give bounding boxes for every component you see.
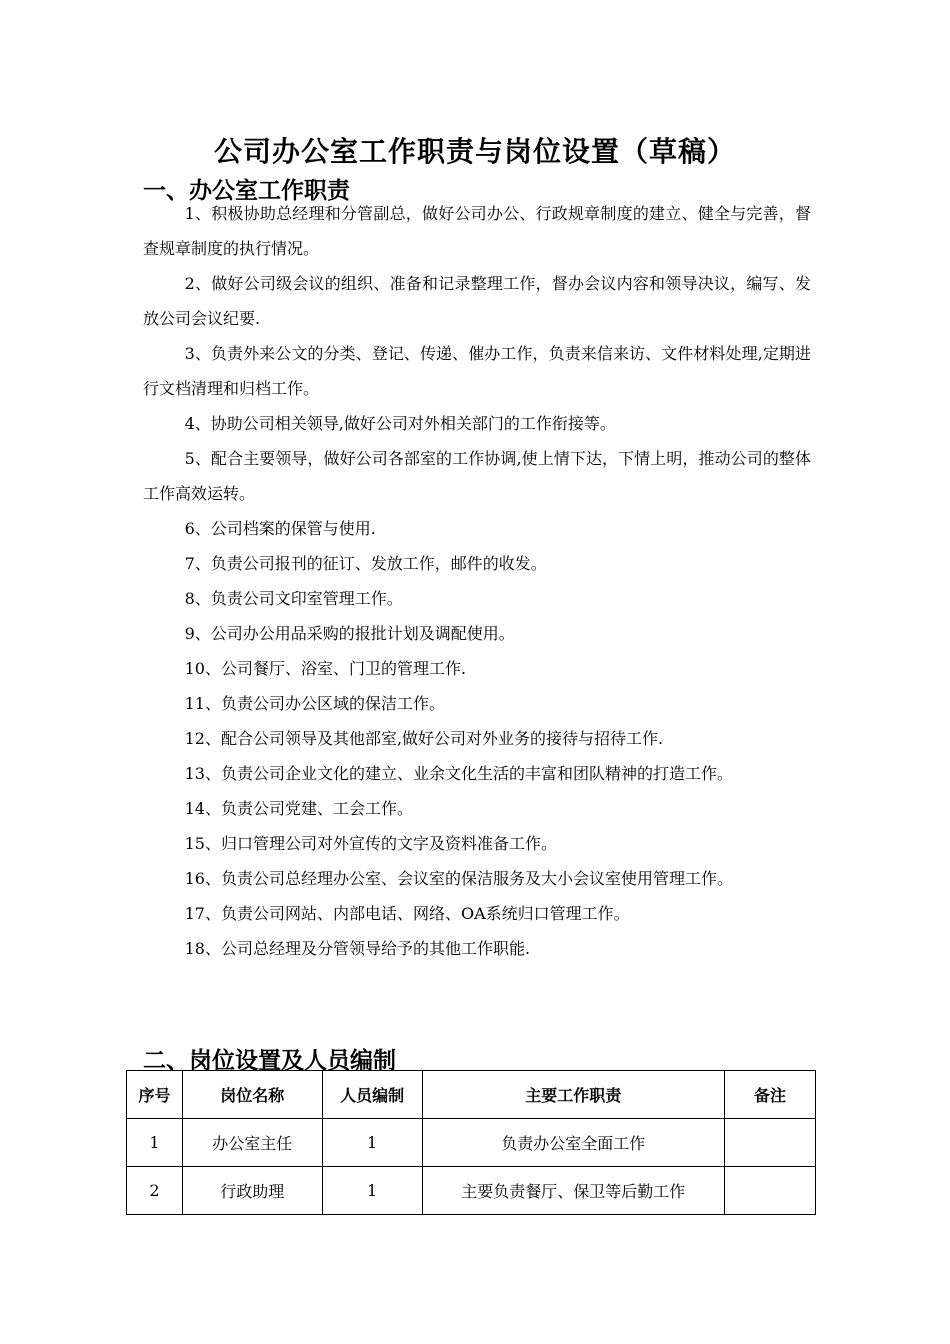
positions-table: [126, 1070, 816, 1215]
duties-list: [143, 196, 811, 966]
duty-item: 11、负责公司办公区域的保洁工作。: [184, 694, 445, 713]
table-cell: 1: [127, 1119, 183, 1167]
duty-item: 4、协助公司相关领导,做好公司对外相关部门的工作衔接等。: [184, 414, 616, 433]
table-cell: [725, 1119, 816, 1167]
column-header: 备注: [725, 1071, 816, 1119]
duty-item: 2、做好公司级会议的组织、准备和记录整理工作，督办会议内容和领导决议，编写、发放公司会议纪要.: [143, 274, 811, 328]
table-cell: 主要负责餐厅、保卫等后勤工作: [422, 1167, 725, 1215]
duty-item: 1、积极协助总经理和分管副总，做好公司办公、行政规章制度的建立、健全与完善，督查规章制度的执行情况。: [143, 204, 811, 258]
table-cell: 负责办公室全面工作: [422, 1119, 725, 1167]
table-header-row: [127, 1071, 816, 1119]
table-cell: [725, 1167, 816, 1215]
duty-item: 3、负责外来公文的分类、登记、传递、催办工作，负责来信来访、文件材料处理,定期进行文档清理和归档工作。: [143, 344, 811, 398]
document-title: 公司办公室工作职责与岗位设置（草稿）: [213, 135, 736, 168]
table-row: [127, 1167, 816, 1215]
duty-item: 12、配合公司领导及其他部室,做好公司对外业务的接待与招待工作.: [184, 729, 664, 748]
duty-item: 9、公司办公用品采购的报批计划及调配使用。: [184, 624, 515, 643]
table-cell: 办公室主任: [182, 1119, 322, 1167]
table-cell: 行政助理: [182, 1167, 322, 1215]
duty-item: 5、配合主要领导，做好公司各部室的工作协调,使上情下达，下情上明，推动公司的整体工作高效运转。: [143, 449, 811, 503]
column-header: 序号: [127, 1071, 183, 1119]
column-header: 人员编制: [322, 1071, 422, 1119]
duty-item: 10、公司餐厅、浴室、门卫的管理工作.: [184, 659, 467, 678]
column-header: 岗位名称: [182, 1071, 322, 1119]
duty-item: 14、负责公司党建、工会工作。: [184, 799, 413, 818]
duty-item: 16、负责公司总经理办公室、会议室的保洁服务及大小会议室使用管理工作。: [184, 869, 733, 888]
duty-item: 13、负责公司企业文化的建立、业余文化生活的丰富和团队精神的打造工作。: [184, 764, 733, 783]
duty-item: 15、归口管理公司对外宣传的文字及资料准备工作。: [184, 834, 557, 853]
section-heading-positions: 二、岗位设置及人员编制: [143, 1048, 396, 1074]
table-cell: 1: [322, 1119, 422, 1167]
table-cell: 2: [127, 1167, 183, 1215]
duty-item: 6、公司档案的保管与使用.: [184, 519, 376, 538]
duty-item: 17、负责公司网站、内部电话、网络、OA系统归口管理工作。: [184, 904, 630, 923]
column-header: 主要工作职责: [422, 1071, 725, 1119]
duty-item: 7、负责公司报刊的征订、发放工作，邮件的收发。: [184, 554, 547, 573]
duty-item: 18、公司总经理及分管领导给予的其他工作职能.: [184, 939, 531, 958]
table-row: [127, 1119, 816, 1167]
table-cell: 1: [322, 1167, 422, 1215]
section-heading-duties: 一、办公室工作职责: [143, 178, 350, 204]
duty-item: 8、负责公司文印室管理工作。: [184, 589, 403, 608]
